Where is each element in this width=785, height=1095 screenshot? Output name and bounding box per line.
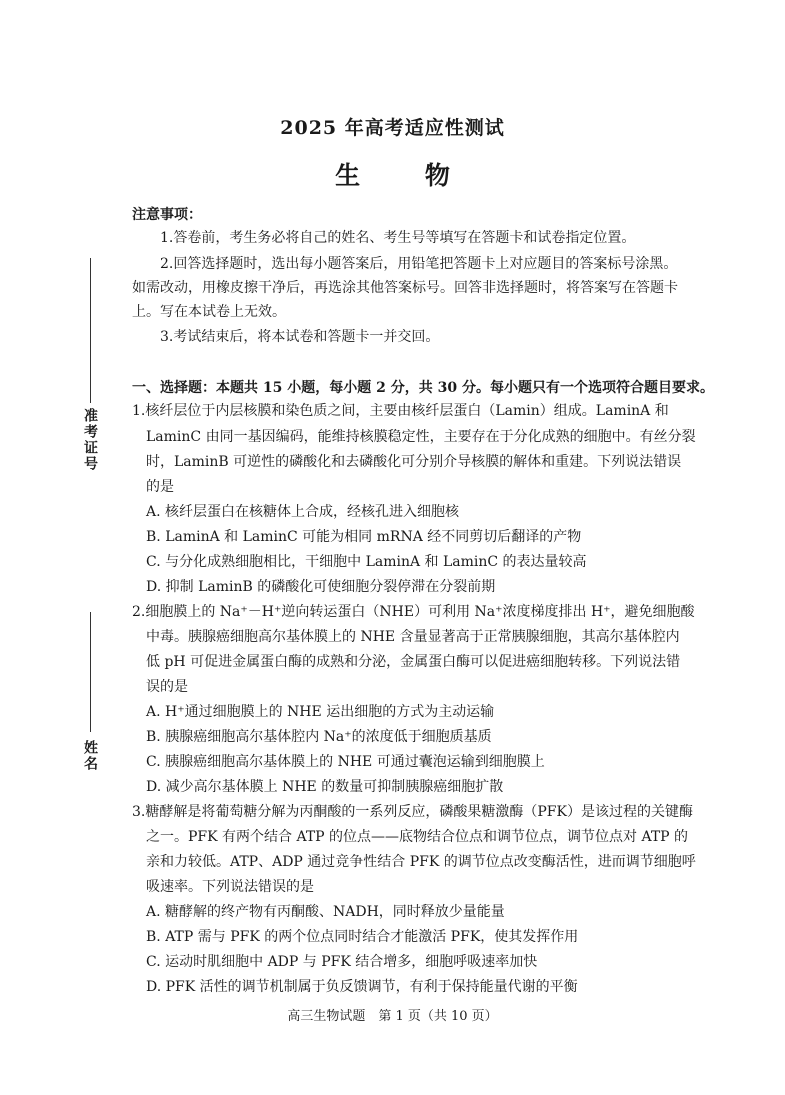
name-label: 姓名 xyxy=(82,740,98,772)
exam-id-label: 准考证号 xyxy=(82,408,98,472)
binding-line-middle xyxy=(90,612,91,732)
option-d: D. 减少高尔基体膜上 NHE 的数量可抑制胰腺癌细胞扩散 xyxy=(146,779,504,795)
question-stem-line: 低 pH 可促进金属蛋白酶的成熟和分泌，金属蛋白酶可以促进癌细胞转移。下列说法错 xyxy=(146,654,681,670)
question-stem-line: LaminC 由同一基因编码，能维持核膜稳定性，主要存在于分化成熟的细胞中。有丝分裂 xyxy=(146,429,696,445)
question-stem-line: 吸速率。下列说法错误的是 xyxy=(146,879,314,895)
question-stem-line: 之一。PFK 有两个结合 ATP 的位点——底物结合位点和调节位点，调节位点对 ATP 的 xyxy=(146,829,689,845)
question-stem-line: 中毒。胰腺癌细胞高尔基体膜上的 NHE 含量显著高于正常胰腺细胞，其高尔基体腔内 xyxy=(146,629,680,645)
binding-line-top xyxy=(90,258,91,403)
question-stem-line: 3.糖酵解是将葡萄糖分解为丙酮酸的一系列反应，磷酸果糖激酶（PFK）是该过程的关键酶 xyxy=(132,804,693,820)
option-c: C. 运动时肌细胞中 ADP 与 PFK 结合增多，细胞呼吸速率加快 xyxy=(146,954,538,970)
note-line: 3.考试结束后，将本试卷和答题卡一并交回。 xyxy=(160,329,440,345)
question-stem-line: 2.细胞膜上的 Na⁺－H⁺逆向转运蛋白（NHE）可利用 Na⁺浓度梯度排出 H⁺，避免细胞酸 xyxy=(132,604,695,620)
subject-title: 生 物 xyxy=(335,161,478,190)
option-b: B. LaminA 和 LaminC 可能为相同 mRNA 经不同剪切后翻译的产物 xyxy=(146,529,582,545)
section-heading: 一、选择题：本题共 15 小题，每小题 2 分，共 30 分。每小题只有一个选项符合题目要求。 xyxy=(132,380,714,396)
question-stem-line: 的是 xyxy=(146,479,174,495)
option-b: B. 胰腺癌细胞高尔基体腔内 Na⁺的浓度低于细胞质基质 xyxy=(146,729,492,745)
exam-title: 2025 年高考适应性测试 xyxy=(280,117,505,139)
option-d: D. PFK 活性的调节机制属于负反馈调节，有利于保持能量代谢的平衡 xyxy=(146,979,578,995)
question-stem-line: 亲和力较低。ATP、ADP 通过竞争性结合 PFK 的调节位点改变酶活性，进而调节细胞呼 xyxy=(146,854,696,870)
option-c: C. 胰腺癌细胞高尔基体膜上的 NHE 可通过囊泡运输到细胞膜上 xyxy=(146,754,545,770)
note-line: 上。写在本试卷上无效。 xyxy=(132,304,286,320)
option-b: B. ATP 需与 PFK 的两个位点同时结合才能激活 PFK，使其发挥作用 xyxy=(146,929,579,945)
option-d: D. 抑制 LaminB 的磷酸化可使细胞分裂停滞在分裂前期 xyxy=(146,579,496,595)
notes-heading: 注意事项： xyxy=(132,207,202,223)
option-a: A. 核纤层蛋白在核糖体上合成，经核孔进入细胞核 xyxy=(146,504,460,520)
option-a: A. H⁺通过细胞膜上的 NHE 运出细胞的方式为主动运输 xyxy=(146,704,495,720)
question-stem-line: 误的是 xyxy=(146,679,188,695)
note-line: 1.答卷前，考生务必将自己的姓名、考生号等填写在答题卡和试卷指定位置。 xyxy=(160,230,636,246)
page-footer: 高三生物试题 第 1 页（共 10 页） xyxy=(287,1009,498,1024)
option-c: C. 与分化成熟细胞相比，干细胞中 LaminA 和 LaminC 的表达量较高 xyxy=(146,554,587,570)
note-line: 2.回答选择题时，选出每小题答案后，用铅笔把答题卡上对应题目的答案标号涂黑。 xyxy=(160,256,678,272)
question-stem-line: 时，LaminB 可逆性的磷酸化和去磷酸化可分别介导核膜的解体和重建。下列说法错误 xyxy=(146,454,682,470)
option-a: A. 糖酵解的终产物有丙酮酸、NADH，同时释放少量能量 xyxy=(146,904,505,920)
question-stem-line: 1.核纤层位于内层核膜和染色质之间，主要由核纤层蛋白（Lamin）组成。LaminA 和 xyxy=(132,403,669,419)
note-line: 如需改动，用橡皮擦干净后，再选涂其他答案标号。回答非选择题时，将答案写在答题卡 xyxy=(132,280,678,296)
